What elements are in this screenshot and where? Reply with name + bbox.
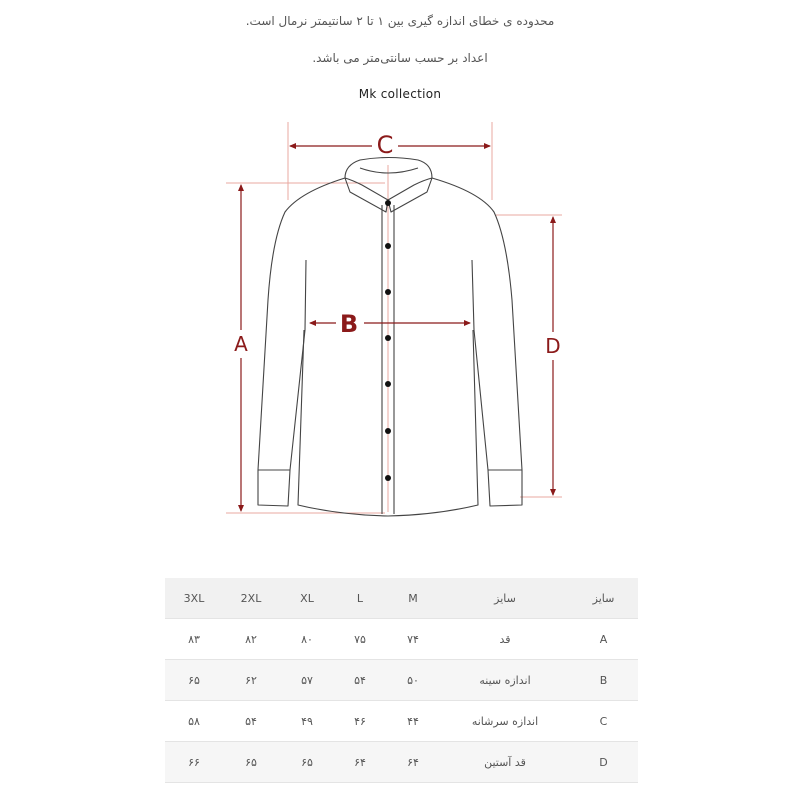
table-header-row (165, 578, 638, 619)
header-size-key: سایز (569, 578, 638, 619)
header-measurement-name: سایز (441, 578, 569, 619)
table-cell: ۶۴ (335, 742, 385, 783)
table-cell: ۴۶ (335, 701, 385, 742)
table-cell-name: قد آستین (441, 742, 569, 783)
table-cell: ۵۴ (335, 660, 385, 701)
table-cell-key: C (569, 701, 638, 742)
table-row (165, 701, 638, 742)
shirt-button (385, 475, 391, 481)
table-row (165, 660, 638, 701)
header-2xl: 2XL (223, 578, 279, 619)
label-c: C (376, 131, 394, 159)
shirt-button (385, 381, 391, 387)
table-cell-name: اندازه سرشانه (441, 701, 569, 742)
shirt-button (385, 289, 391, 295)
table-row (165, 619, 638, 660)
table-cell: ۸۲ (223, 619, 279, 660)
table-cell: ۶۲ (223, 660, 279, 701)
shirt-button (385, 428, 391, 434)
dimension-arrowheads (238, 143, 556, 512)
dimension-lines (241, 146, 553, 511)
table-cell-key: D (569, 742, 638, 783)
brand-name: Mk collection (358, 87, 442, 101)
shirt-button (385, 200, 391, 206)
shirt-button (385, 243, 391, 249)
header-l: L (335, 578, 385, 619)
table-cell: ۶۵ (165, 660, 223, 701)
header-xl: XL (279, 578, 335, 619)
table-cell: ۶۵ (279, 742, 335, 783)
table-cell: ۶۶ (165, 742, 223, 783)
table-cell: ۶۴ (385, 742, 441, 783)
table-cell: ۷۵ (335, 619, 385, 660)
measurement-error-note: محدوده ی خطای اندازه گیری بین ۱ تا ۲ سانتیمتر نرمال است. (245, 14, 555, 28)
label-b: B (339, 310, 359, 338)
table-cell: ۴۹ (279, 701, 335, 742)
label-a: A (234, 332, 248, 356)
table-cell: ۶۵ (223, 742, 279, 783)
table-row (165, 742, 638, 783)
header-3xl: 3XL (165, 578, 223, 619)
table-cell-key: A (569, 619, 638, 660)
label-d: D (545, 334, 561, 358)
table-cell: ۴۴ (385, 701, 441, 742)
table-cell: ۵۴ (223, 701, 279, 742)
shirt-button (385, 335, 391, 341)
table-cell: ۵۷ (279, 660, 335, 701)
table-cell: ۵۸ (165, 701, 223, 742)
table-cell-key: B (569, 660, 638, 701)
units-note: اعداد بر حسب سانتی‌متر می باشد. (312, 51, 488, 65)
size-table (165, 578, 638, 783)
table-cell: ۸۰ (279, 619, 335, 660)
table-cell: ۸۳ (165, 619, 223, 660)
table-cell-name: اندازه سینه (441, 660, 569, 701)
table-cell: ۵۰ (385, 660, 441, 701)
table-cell-name: قد (441, 619, 569, 660)
header-m: M (385, 578, 441, 619)
table-cell: ۷۴ (385, 619, 441, 660)
